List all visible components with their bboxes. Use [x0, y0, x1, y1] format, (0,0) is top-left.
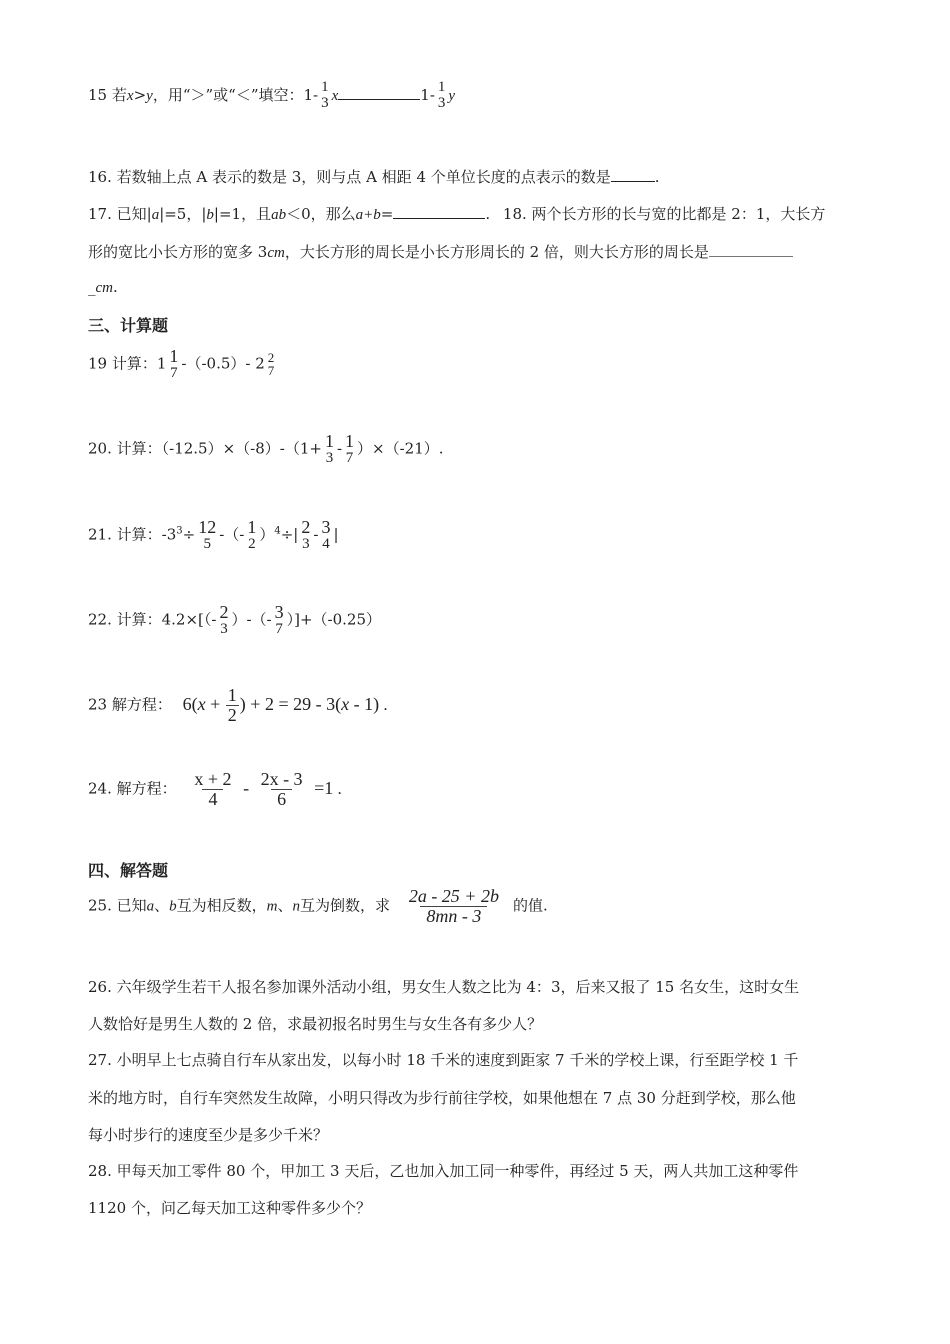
answer-blank: [611, 169, 655, 182]
equation: $\frac{x + 2}{4}$ - $\frac{2x - 3}{6}$ =1: [187, 778, 333, 798]
question-26-line1: 26. 六年级学生若干人报名参加课外活动小组，男女生人数之比为 4：3，后来又报了 15 名女生，这时女生: [88, 978, 800, 996]
question-19: 19 计算：1 1 7 -（-0.5）- 2 2 7: [88, 346, 275, 381]
question-17: 17. 已知|a|=5，|b|=1，且ab＜0，那么a+b= . 18. 两个长方形的长与宽的比都是 2：1，大长方: [88, 205, 826, 223]
fraction: 1 3: [324, 431, 334, 466]
fraction: $\frac{2x - 3}{6}$: [260, 769, 303, 809]
fraction: $\frac{2a - 25 + 2b}{8mn - 3}$: [408, 886, 499, 926]
fraction: 1 7: [345, 431, 355, 466]
fraction: 1 3: [321, 79, 329, 111]
question-16: 16. 若数轴上点 A 表示的数是 3，则与点 A 相距 4 个单位长度的点表示的数是 .: [88, 168, 660, 186]
fraction: 1 2: [247, 517, 257, 552]
answer-blank: [709, 244, 793, 257]
equation: 6(x + $\frac{1}{2}$ ) + 2 = 29 - 3(x - 1): [182, 685, 380, 725]
question-28-line1: 28. 甲每天加工零件 80 个，甲加工 3 天后，乙也加入加工同一种零件，再经过 5 天，两人共加工这种零件: [88, 1162, 799, 1180]
fraction: 1 7: [169, 346, 179, 381]
question-18-line2: 形的宽比小长方形的宽多 3cm，大长方形的周长是小长方形周长的 2 倍，则大长方形的周长是: [88, 241, 793, 262]
question-25: 25. 已知a、b互为相反数，m、n互为倒数，求 $\frac{2a - 25 + 2b}{8mn - 3}$ 的值.: [88, 886, 548, 926]
fraction: $\frac{x + 2}{4}$: [194, 769, 232, 809]
question-28-line2: 1120 个，问乙每天加工这种零件多少个？: [88, 1199, 371, 1217]
question-21: 21. 计算：$-3^3\div$ 12 5 -（- 1 2 ）$^4$÷| 2 3 - 3 4 |: [88, 517, 339, 552]
fraction: 2 3: [301, 517, 311, 552]
question-27-line2: 米的地方时，自行车突然发生故障，小明只得改为步行前往学校，如果他想在 7 点 30 分赶到学校，那么他: [88, 1089, 796, 1107]
section-heading-calculation: 三、计算题: [88, 316, 169, 335]
question-26-line2: 人数恰好是男生人数的 2 倍，求最初报名时男生与女生各有多少人？: [88, 1015, 543, 1033]
question-18-line3: _cm.: [88, 278, 118, 296]
section-heading-answer: 四、解答题: [88, 861, 169, 880]
answer-blank: [393, 206, 485, 219]
fraction: 2 7: [267, 349, 275, 379]
fraction: 12 5: [198, 517, 217, 552]
answer-blank: [338, 87, 420, 100]
question-23: 23 解方程： 6(x + $\frac{1}{2}$ ) + 2 = 29 - 3(x - 1) .: [88, 685, 388, 725]
question-27-line1: 27. 小明早上七点骑自行车从家出发，以每小时 18 千米的速度到距家 7 千米的学校上课，行至距学校 1 千: [88, 1051, 799, 1069]
fraction: 1 3: [437, 79, 446, 111]
fraction: 3 7: [274, 602, 284, 637]
question-22: 22. 计算：4.2×[（- 2 3 ）-（- 3 7 ）]+（-0.25）: [88, 602, 381, 637]
fraction: 2 3: [219, 602, 229, 637]
question-18: 18. 两个长方形的长与宽的比都是 2：1，大长方: [502, 205, 826, 223]
question-20: 20. 计算：（-12.5）×（-8）-（1+ 1 3 - 1 7 ）×（-21）.: [88, 431, 444, 466]
question-24: 24. 解方程： $\frac{x + 2}{4}$ - $\frac{2x - 3}{6}$ =1 .: [88, 769, 342, 809]
question-15: 15 若x>y，用“＞”或“＜”填空：1- 1 3 x 1- 1 3 y: [88, 79, 456, 111]
fraction: 3 4: [321, 517, 331, 552]
fraction: $\frac{1}{2}$: [227, 685, 237, 725]
question-27-line3: 每小时步行的速度至少是多少千米？: [88, 1126, 329, 1144]
